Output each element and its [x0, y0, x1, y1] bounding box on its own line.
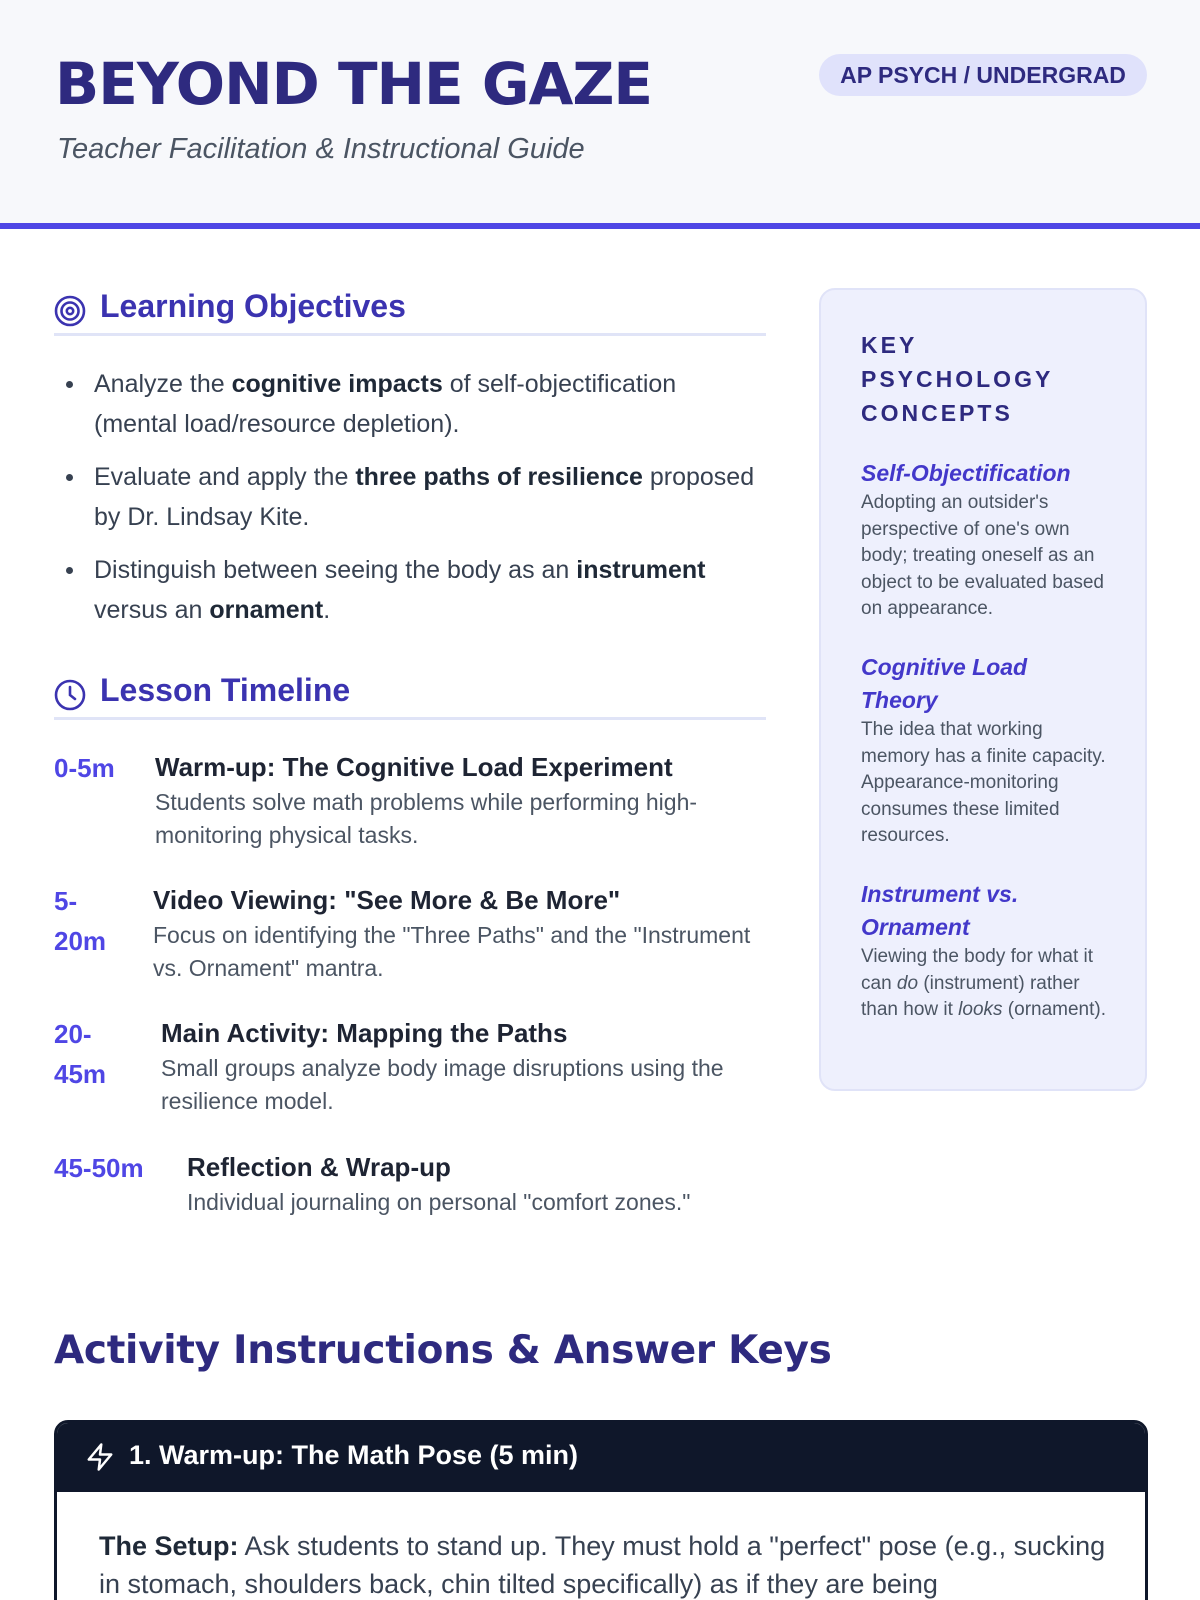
- key-concepts-heading: KEY PSYCHOLOGY CONCEPTS: [861, 332, 1053, 426]
- timeline-time: 0-5m: [54, 753, 115, 783]
- concept-item: [861, 651, 1111, 850]
- activity-card: [54, 1420, 1148, 1600]
- concept-item: [861, 457, 1111, 623]
- timeline-desc: Students solve math problems while performing high-monitoring physical tasks.: [155, 789, 698, 848]
- timeline-entry: [54, 1014, 766, 1124]
- objectives-list: [54, 364, 766, 643]
- activities-heading: Activity Instructions & Answer Keys: [54, 1328, 832, 1373]
- timeline-heading-label: Lesson Timeline: [100, 672, 351, 708]
- timeline-title: Main Activity: Mapping the Paths: [161, 1018, 568, 1048]
- objective-item: Analyze the cognitive impacts of self-objectification (mental load/resource depletion).: [54, 364, 766, 444]
- timeline-time: 20-45m: [54, 1019, 107, 1089]
- objectives-heading-label: Learning Objectives: [100, 288, 406, 324]
- concept-name: Cognitive Load Theory: [861, 654, 1028, 713]
- timeline-desc: Focus on identifying the "Three Paths" and the "Instrument vs. Ornament" mantra.: [153, 922, 751, 981]
- timeline-title: Warm-up: The Cognitive Load Experiment: [155, 752, 673, 782]
- timeline-entry: [54, 1148, 766, 1228]
- timeline-desc: Individual journaling on personal "comfort zones.": [187, 1189, 691, 1215]
- concept-name: Self-Objectification: [861, 460, 1071, 486]
- level-badge: AP PSYCH / UNDERGRAD: [819, 54, 1147, 96]
- page-subtitle: Teacher Facilitation & Instructional Guide: [57, 133, 585, 165]
- page-header: [0, 0, 1200, 229]
- clock-icon: [54, 679, 86, 711]
- objective-item: Distinguish between seeing the body as an instrument versus an ornament.: [54, 550, 766, 630]
- target-icon: [54, 295, 86, 327]
- objective-item: Evaluate and apply the three paths of resilience proposed by Dr. Lindsay Kite.: [54, 457, 766, 537]
- activity-setup-text: The Setup: Ask students to stand up. They must hold a "perfect" pose (e.g., sucking in stomach, shoulders back, chin tilted specifically) as if they are being: [99, 1531, 1106, 1599]
- timeline-desc: Small groups analyze body image disruptions using the resilience model.: [161, 1055, 724, 1114]
- timeline-entry: [54, 748, 766, 858]
- lightning-icon: [85, 1442, 115, 1472]
- timeline-title: Video Viewing: "See More & Be More": [153, 885, 621, 915]
- concept-name: Instrument vs. Ornament: [861, 881, 1019, 940]
- timeline-heading: [54, 670, 766, 720]
- page-title: BEYOND THE GAZE: [55, 50, 653, 118]
- timeline-time: 45-50m: [54, 1153, 144, 1183]
- timeline-title: Reflection & Wrap-up: [187, 1152, 451, 1182]
- timeline-entry: [54, 881, 766, 991]
- activity-card-header: [57, 1423, 1145, 1492]
- concept-desc: Viewing the body for what it can do (instrument) rather than how it looks (ornament).: [861, 946, 1107, 1020]
- concept-desc: Adopting an outsider's perspective of one's own body; treating oneself as an object to be evaluated based on appearance.: [861, 492, 1104, 619]
- activity-card-title: 1. Warm-up: The Math Pose (5 min): [129, 1440, 579, 1470]
- concept-desc: The idea that working memory has a finite capacity. Appearance-monitoring consumes these limited resources.: [861, 719, 1106, 846]
- key-concepts-card: [819, 288, 1147, 1091]
- timeline-time: 5-20m: [54, 886, 107, 956]
- objectives-heading: [54, 286, 766, 336]
- concept-item: [861, 878, 1111, 1024]
